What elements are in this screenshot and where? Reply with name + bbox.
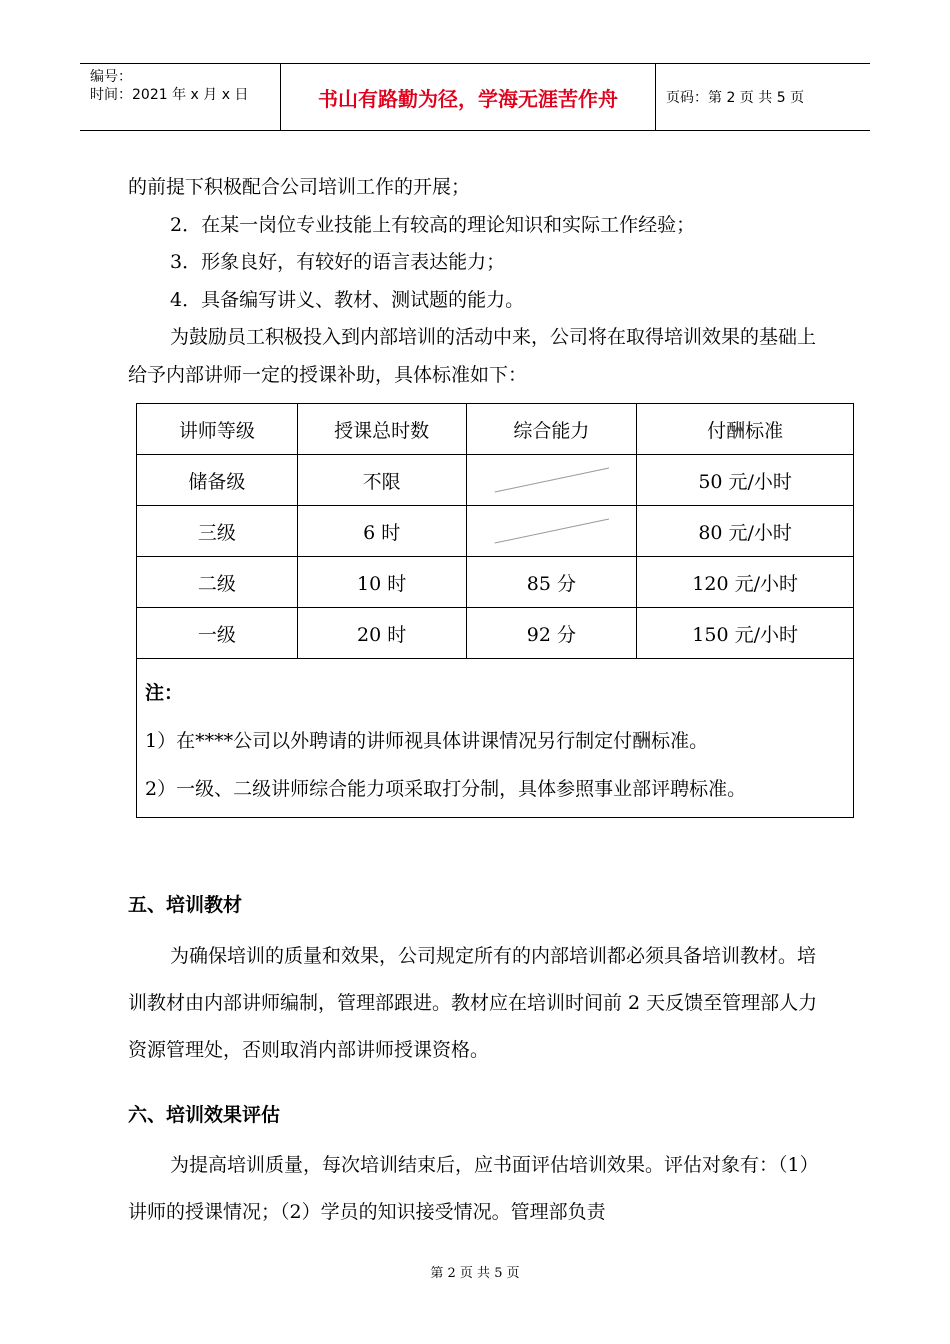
table-header-cell: 讲师等级 [137, 404, 298, 455]
table-cell: 三级 [137, 506, 298, 557]
page-header [80, 63, 870, 131]
table-cell: 50 元/小时 [637, 455, 854, 506]
header-motto: 书山有路勤为径，学海无涯苦作舟 [281, 64, 656, 130]
paragraph-continued: 的前提下积极配合公司培训工作的开展； [128, 176, 471, 198]
header-left-cell [80, 64, 281, 130]
list-item: 2．在某一岗位专业技能上有较高的理论知识和实际工作经验； [170, 214, 696, 236]
table-cell-empty-diagonal [466, 455, 637, 506]
diagonal-line [467, 455, 637, 505]
diagonal-line [467, 506, 637, 556]
table-header-row [137, 404, 854, 455]
table-cell: 85 分 [466, 557, 637, 608]
paragraph-subsidy: 为鼓励员工积极投入到内部培训的活动中来，公司将在取得培训效果的基础上给予内部讲师一定的授课补助，具体标准如下： [128, 326, 817, 386]
section-title-materials: 五、培训教材 [128, 894, 243, 916]
table-cell: 储备级 [137, 455, 298, 506]
table-cell: 6 时 [297, 506, 466, 557]
table-cell: 80 元/小时 [637, 506, 854, 557]
table-cell: 不限 [297, 455, 466, 506]
header-page-number: 页码：第 2 页 共 5 页 [666, 90, 805, 106]
header-number: 编号： [90, 69, 132, 85]
table-cell: 92 分 [466, 608, 637, 659]
table-cell: 20 时 [297, 608, 466, 659]
list-item: 4．具备编写讲义、教材、测试题的能力。 [170, 289, 525, 311]
paragraph-materials: 为确保培训的质量和效果，公司规定所有的内部培训都必须具备培训教材。培训教材由内部讲师编制，管理部跟进。教材应在培训时间前 2 天反馈至管理部人力资源管理处，否则取消内部讲师授课资格。 [128, 945, 818, 1061]
list-item: 3．形象良好，有较好的语言表达能力； [170, 251, 506, 273]
paragraph-evaluation: 为提高培训质量，每次培训结束后，应书面评估培训效果。评估对象有：（1）讲师的授课情况；（2）学员的知识接受情况。管理部负责 [128, 1154, 819, 1223]
lecturer-fee-table [136, 403, 854, 818]
table-row [137, 608, 854, 659]
notes-title: 注： [145, 682, 184, 704]
section-title-evaluation: 六、培训效果评估 [128, 1104, 281, 1126]
table-cell: 120 元/小时 [637, 557, 854, 608]
note-item: 2）一级、二级讲师综合能力项采取打分制，具体参照事业部评聘标准。 [145, 778, 747, 800]
table-cell: 二级 [137, 557, 298, 608]
table-row [137, 506, 854, 557]
header-time: 时间：2021 年 x 月 x 日 [90, 87, 249, 103]
table-cell: 150 元/小时 [637, 608, 854, 659]
page-footer: 第 2 页 共 5 页 [430, 1266, 520, 1281]
table-notes-cell [137, 659, 854, 818]
table-cell: 一级 [137, 608, 298, 659]
note-item: 1）在****公司以外聘请的讲师视具体讲课情况另行制定付酬标准。 [145, 730, 709, 752]
table-notes-row [137, 659, 854, 818]
table-header-cell: 付酬标准 [637, 404, 854, 455]
table-row [137, 455, 854, 506]
table-header-cell: 综合能力 [466, 404, 637, 455]
table-row [137, 557, 854, 608]
table-cell: 10 时 [297, 557, 466, 608]
table-header-cell: 授课总时数 [297, 404, 466, 455]
table-cell-empty-diagonal [466, 506, 637, 557]
